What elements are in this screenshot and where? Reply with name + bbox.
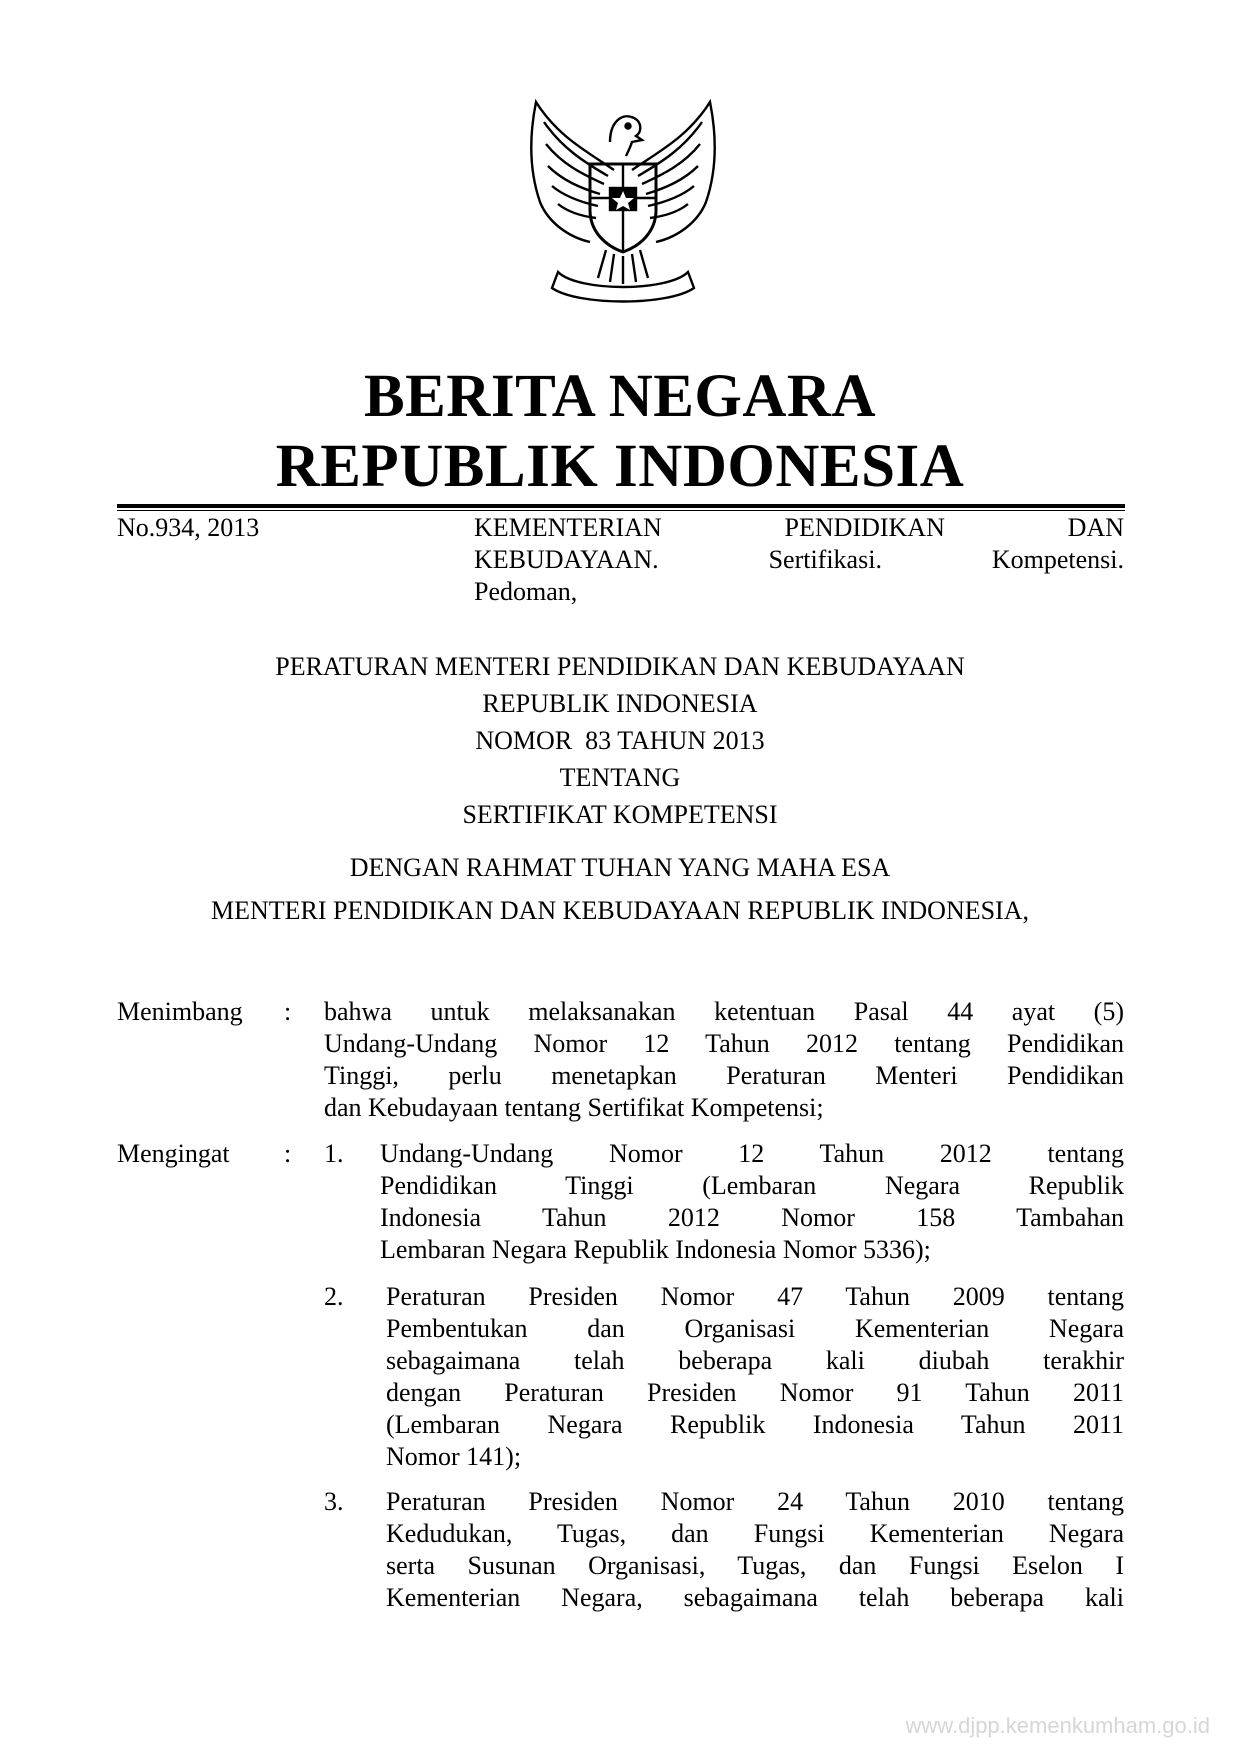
issue-subject [474,512,1124,608]
mengingat-item-number: 3. [324,1487,344,1516]
issue-subject-line: KEMENTERIAN PENDIDIKAN DAN [474,513,1124,542]
masthead-rule-thin [117,510,1125,511]
regulation-title-line: REPUBLIK INDONESIA [482,689,758,718]
issue-subject-line: KEBUDAYAAN. Sertifikasi. Kompetensi. [474,545,1124,574]
mengingat-line: Lembaran Negara Republik Indonesia Nomor 5336); [380,1235,931,1264]
regulation-title-line: NOMOR 83 TAHUN 2013 [475,726,765,755]
issue-subject-line: Pedoman, [474,577,578,606]
garuda-emblem-icon [518,92,728,304]
menimbang-label: Menimbang [117,997,243,1026]
mengingat-item-1 [380,1138,1124,1266]
menimbang-line: Tinggi, perlu menetapkan Peraturan Menteri Pendidikan [324,1061,1124,1090]
mengingat-item-number: 1. [324,1139,344,1168]
mengingat-line: Peraturan Presiden Nomor 24 Tahun 2010 tentang [386,1487,1124,1516]
mengingat-line: Pendidikan Tinggi (Lembaran Negara Republik [380,1171,1124,1200]
menimbang-line: dan Kebudayaan tentang Sertifikat Kompetensi; [324,1093,824,1122]
mengingat-colon: : [284,1139,292,1168]
issue-number: No.934, 2013 [117,513,260,542]
mengingat-line: serta Susunan Organisasi, Tugas, dan Fungsi Eselon I [386,1551,1124,1580]
preamble-line: DENGAN RAHMAT TUHAN YANG MAHA ESA [349,853,891,882]
masthead-subtitle: REPUBLIK INDONESIA [275,433,965,500]
menimbang-line: Undang-Undang Nomor 12 Tahun 2012 tentang Pendidikan [324,1029,1124,1058]
regulation-title-line: TENTANG [559,763,681,792]
regulation-title [0,648,1240,833]
menimbang-colon: : [284,997,292,1026]
mengingat-line: Indonesia Tahun 2012 Nomor 158 Tambahan [380,1203,1124,1232]
preamble-line: MENTERI PENDIDIKAN DAN KEBUDAYAAN REPUBLIK INDONESIA, [210,896,1029,925]
masthead-title: BERITA NEGARA [363,363,877,430]
mengingat-label: Mengingat [117,1139,230,1168]
mengingat-line: Undang-Undang Nomor 12 Tahun 2012 tentang [380,1139,1124,1168]
preamble [0,846,1240,932]
mengingat-item-number: 2. [324,1282,344,1311]
mengingat-line: Pembentukan dan Organisasi Kementerian Negara [386,1314,1124,1343]
watermark-url: www.djpp.kemenkumham.go.id [905,1713,1210,1738]
mengingat-item-3 [386,1486,1124,1614]
mengingat-line: sebagaimana telah beberapa kali diubah terakhir [386,1346,1124,1375]
masthead-rule [117,504,1125,508]
mengingat-line: Kedudukan, Tugas, dan Fungsi Kementerian Negara [386,1519,1124,1548]
mengingat-item-2 [386,1281,1124,1473]
mengingat-line: Kementerian Negara, sebagaimana telah beberapa kali [386,1583,1124,1612]
regulation-title-line: PERATURAN MENTERI PENDIDIKAN DAN KEBUDAYAAN [275,652,965,681]
mengingat-line: (Lembaran Negara Republik Indonesia Tahun 2011 [386,1410,1124,1439]
menimbang-text [324,996,1124,1124]
regulation-title-line: SERTIFIKAT KOMPETENSI [462,800,778,829]
mengingat-line: dengan Peraturan Presiden Nomor 91 Tahun 2011 [386,1378,1124,1407]
mengingat-line: Peraturan Presiden Nomor 47 Tahun 2009 tentang [386,1282,1124,1311]
menimbang-line: bahwa untuk melaksanakan ketentuan Pasal 44 ayat (5) [324,997,1124,1026]
mengingat-line: Nomor 141); [386,1442,522,1471]
